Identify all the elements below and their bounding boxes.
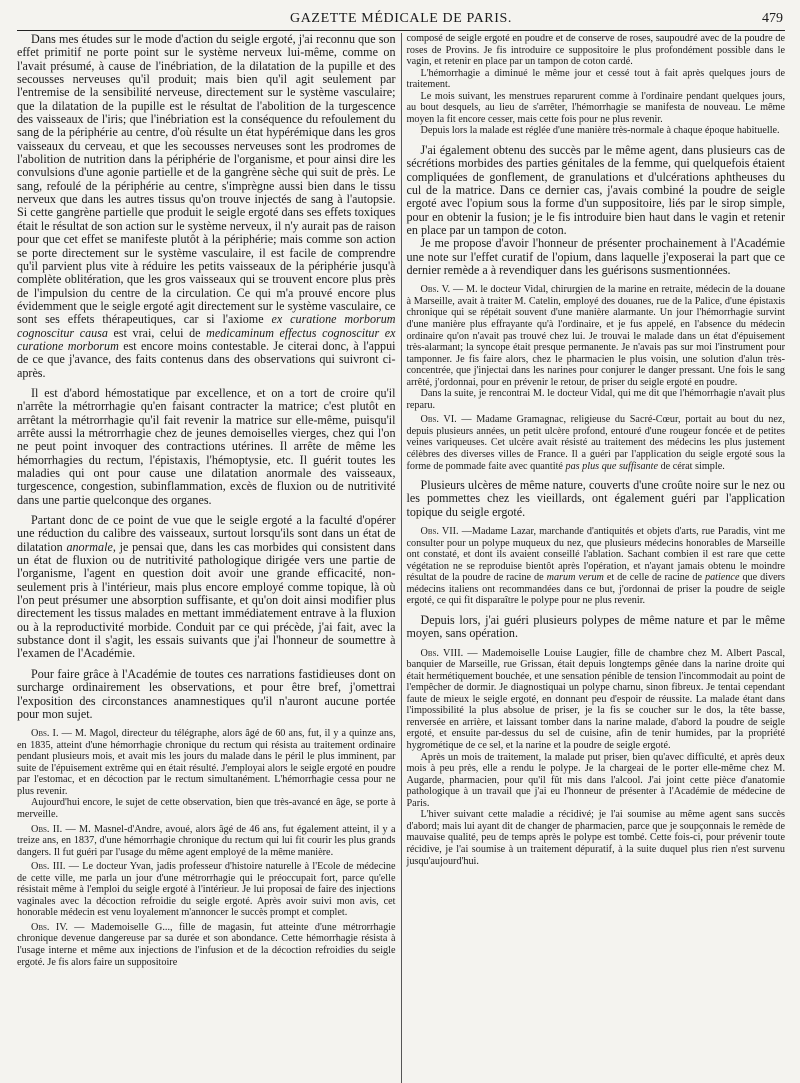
observation-3 [17, 861, 396, 919]
paragraph-ulceres: Plusieurs ulcères de même nature, couverts d'une croûte noire sur le nez ou les pommettes chez les vieillards, ont également guéri par l'application topique du seigle ergoté. [406, 478, 785, 519]
text-run: que divers médecins italiens ont recommandées dans ce but, j'ordonnai de priser la poudre de seigle ergoté, ce qui fit disparaître le polype pour ne plus revenir. [406, 572, 785, 607]
text-run: est vrai, celui de [113, 325, 201, 340]
journal-title: GAZETTE MÉDICALE DE PARIS. [290, 11, 512, 26]
text-run: est encore moins contestable. Je citerai donc, à l'appui de ce que j'avance, des faits contenus dans des observations qui suivront ci-après. [17, 338, 396, 380]
paragraph-polypes: Depuis lors, j'ai guéri plusieurs polypes de même nature et par le même moyen, sans opération. [406, 612, 785, 641]
paragraph-depuis-lors: Depuis lors la malade est réglée d'une manière très-normale à chaque époque habituelle. [420, 125, 780, 137]
page-number: 479 [762, 11, 783, 26]
observation-text: — M. le docteur Vidal, chirurgien de la marine en retraite, médecin de la douane à Marseille, avait à traiter M. Catelin, employé des douanes, rue de la Palice, d'une épistaxis chronique qui se répétait souvent d'une manière alarmante. Un jour l'hémorrhagie survint d'une manière plus effrayante qu'à l'ordinaire, et je fus appelé, en l'absence du médecin ordinaire qu'on n'avait pas trouvé chez lui. Je trouvai le malade dans un état d'épuisement très-alarmant; la syncope était presque permanente. Je n'avais pas sur moi l'instrument pour tamponner. Je fis faire alors, chez le pharmacien le plus voisin, une solution d'alun très-concentrée, que j'injectai dans les narines pour conjurer le danger pressant. Une fois le sang arrêté, j'ordonnai, pour en prévenir le retour, de priser du seigle ergoté en poudre. [406, 284, 785, 388]
observation-text: — Mademoiselle Louise Laugier, fille de chambre chez M. Albert Pascal, banquier de Marseille, rue Grissan, était depuis longtemps gênée dans la narine droite qui était hermétiquement bouchée, et une sensation pénible de tension l'incommodait au point de l'empêcher de dormir. Je diagnostiquai un polype charnu, sinon fibreux. Je tentai cependant faute de mieux le seigle ergoté, en donnant peu d'espoir de réussite. La malade étant dans l'impossibilité la plus absolue de priser, je la fis se coucher sur le dos, la tête basse, renversée en arrière, et laissant tomber dans la narine malade, d'abord la poudre de seigle ergoté, et ensuite par-dessus du sel de cuisine, afin de tenir humides, par la propriété hygrométique de ce sel, et la narine et la poudre de seigle ergoté. [406, 647, 785, 752]
observation-4-continued: composé de seigle ergoté en poudre et de conserve de roses, saupoudré avec de la poudre de roses de Provins. Je fis introduire ce suppositoire le plus profondément possible dans le vagin, et retenir en place par un tampon de coton cardé. [406, 33, 785, 68]
paragraph-secretions: J'ai également obtenu des succès par le même agent, dans plusieurs cas de sécrétions morbides des parties génitales de la femme, qui quelquefois étaient compliquées de gonflement, de granulations et d'ulcérations aphtheuses du cul de la matrice. Dans ce dernier cas, j'avais combiné la poudre de seigle ergoté avec l'opium sous la forme d'un suppositoire, liés par le sirop simple, pour en obtenir la fusion; je le fis introduire bien haut dans le vagin et retenir en place par un tampon de coton. [406, 142, 785, 237]
observation-label: Obs. IV. [31, 921, 68, 933]
text-run: Dans mes études sur le mode d'action du seigle ergoté, j'ai reconnu que son effet primitif ne porte point sur le système nerveux lui-même, comme on l'avait présumé, à cause de l'inébriation, de la dilatation de la pupille et des secousses nerveuses qu'il produit; mais bien qu'il agit seulement par l'entremise de la sensibilité nerveuse, directement sur le système vasculaire; que la dilatation de la pupille est le résultat de l'abolition de la turgescence des vaisseaux de l'iris; que l'inébriation est la conséquence du refoulement du sang de la périphérie au centre, d'où résulte un état hypérémique dans les gros vaisseaux du cerveau, et que les secousses nerveuses sont les prodromes de l'abolition de nutrition dans la périphérie de l'organisme, et pour ainsi dire les convulsions d'une agonie partielle et de la gangrène sèche qui suit de près. Le sang, refoulé de la périphérie au centre, s'imprègne aussi bien dans le tissu nerveux que dans les autres tissus qu'on trouve injectés de sang à l'autopsie. Si cette gangrène partielle que produit le seigle ergoté dans ses effets toxiques était le résultat de son action sur le système nerveux, il n'y aurait pas de raison pour que cet effet se manifeste plutôt à la périphérie; mais comme son action se porte directement sur le système vasculaire, il est facile de comprendre qu'il parvient plus vite à réduire les petits vaisseaux de la périphérie jusqu'à complète oblitération, que les gros vaisseaux qui se trouvent encore plus près de l'impulsion du centre de la circulation. Ce qui m'a prouvé encore plus évidemment que le seigle ergoté agit directement sur le système vasculaire, ce sont ses effets thérapeutiques, car si l'axiome [17, 33, 396, 327]
observation-label: Obs. VI. [420, 414, 457, 426]
observation-text: — Le docteur Yvan, jadis professeur d'histoire naturelle à l'Ecole de médecine de cette ville, me parla un jour d'une métrorrhagie qui le préoccupait fort, parce qu'elle résistait même à l'emploi du seigle ergoté à l'intérieur. Je lui proposai de faire des injections vaginales avec la décoction refroidie du seigle ergoté. Après avoir suivi mon avis, cet honorable médecin est venu loyalement m'annoncer le succès prompt et complet. [17, 861, 396, 919]
observation-1-followup: Aujourd'hui encore, le sujet de cette observation, bien que très-avancé en âge, se porte à merveille. [17, 797, 396, 821]
right-column [401, 33, 786, 1083]
observation-text: — M. Magol, directeur du télégraphe, alors âgé de 60 ans, fut, il y a quinze ans, en 1835, atteint d'une hémorrhagie chronique du rectum qui résista au traitement ordinaire pendant plusieurs mois, et avait mis les jours du malade dans le péril le plus imminent, par suite de l'épuisement extrême qui en était résulté. J'employai alors le seigle ergoté en poudre par l'estomac, et en décoction par le rectum simultanément. L'hémorrhagie cessa pour ne plus revenir. [17, 728, 396, 797]
observation-label: Obs. II. [31, 823, 63, 835]
observation-text: —Madame Lazar, marchande d'antiquités et objets d'arts, rue Paradis, vint me consulter pour un polype muqueux du nez, que plusieurs médecins honorables de Marseille ont constaté, et dont ils avaient conseillé l'ablation. Sachant combien il est rare que cette végétation ne se reproduise bientôt après l'opération, et n'ayant jamais obtenu le moindre résultat de la poudre de racine de [406, 526, 785, 584]
latin-axiom: medicaminum effectus cognoscitur ex curatione morborum [17, 325, 396, 353]
text-run: de cérat simple. [660, 460, 725, 472]
text-run: , je pensai que, dans les cas morbides qui consistent dans un état de fluxion ou de nutritivité pathologique dirigée vers une partie de l'organisme, l'agent en question doit avoir une grande efficacité, non-seulement pris à l'intérieur, mais plus encore employé comme topique, là où l'on peut présumer une absorption suffisante, et qu'on doit ainsi modifier plus directement les tissus malades en mettant immédiatement entrave à la fluxion ou à la reproductivité morbide. Conduit par ce qui précède, j'ai fait, avec la substance dont il s'agit, les essais suivants que j'ai l'honneur de soumettre à l'examen de l'Académie. [17, 539, 396, 661]
paragraph-hemostatique: Il est d'abord hémostatique par excellence, et on a tort de croire qu'il n'arrête la métrorrhagie qu'en faisant contracter la matrice; c'est plutôt en arrêtant la métrorrhagie qu'il fait revenir la matrice sur elle-même, puisqu'il arrête aussi la métrorrhagie chez de jeunes demoiselles vierges, chez qui l'on ne peut point invoquer des contractions utérines. Il arrête de même les hémorrhagies du rectum, l'épistaxis, l'hémoptysie, etc. Il guérit toutes les maladies qui ont pour cause une dilatation anormale des vaisseaux, turgescence, congestion, subinflammation, excès de fluxion ou de nutritivité dans une partie quelconque des organes. [17, 385, 396, 507]
latin-axiom: ex curatione morborum cognoscitur causa [17, 312, 396, 340]
paragraph-mode-action [17, 33, 396, 380]
emphasis: anormale [66, 539, 113, 554]
observation-label: Obs. V. [420, 284, 451, 296]
observation-8 [407, 648, 786, 752]
two-column-body [17, 33, 785, 1083]
observation-label: Obs. I. [31, 728, 59, 740]
paragraph-opium-note: Je me propose d'avoir l'honneur de présenter prochainement à l'Académie une note sur l'effet curatif de l'opium, dans laquelle j'exposerai la part que ce dernier remède a à revendiquer dans les guérisons susmentionnées. [406, 236, 785, 278]
left-column [17, 33, 401, 1083]
observation-4 [17, 922, 396, 968]
observation-text: — Mademoiselle G..., fille de magasin, fut atteinte d'une métrorrhagie chronique devenue dangereuse par sa durée et son abondance. Cette hémorrhagie résista à l'usage interne et même aux injections de l'infusion et de la décoction refroidies du seigle ergoté. Je fis alors faire un suppositoire [17, 921, 396, 968]
observation-6 [407, 414, 786, 472]
text-run: Partant donc de ce point de vue que le seigle ergoté a la faculté d'opérer une réduction du calibre des vaisseaux, surtout lorsqu'ils sont dans un état de dilatation [17, 513, 396, 554]
paragraph-mois-suivant: Le mois suivant, les menstrues reparurent comme à l'ordinaire pendant quelques jours, au bout desquels, au lieu de s'arrêter, l'hémorrhagie se manifesta de nouveau. Le même moyen la fit encore cesser, mais cette fois pour ne plus revenir. [406, 90, 785, 125]
observation-text: — Madame Gramagnac, religieuse du Sacré-Cœur, portait au bout du nez, depuis plusieurs années, un petit ulcère profond, entouré d'une rougeur foncée et de petites veines variqueuses. Cet ulcère avait résisté au traitement des médecins les plus justement célèbres des diverses villes de France. Il a guéri par l'application du seigle ergoté sous la forme de pommade faite avec quantité [406, 414, 785, 472]
observation-8-followup: Après un mois de traitement, la malade put priser, bien qu'avec difficulté, et après deux mois à peu près, elle a rendu le polype. Je la chargeai de le porter elle-même chez M. Augarde, pharmacien, pour qu'il fût mis dans l'alcool. J'ai joint cette pièce d'anatomie pathologique à un travail que j'ai eu l'honneur de présenter à l'Académie de médecine de Paris. [406, 751, 785, 809]
text-run: et de celle de racine de [606, 572, 702, 584]
observation-label: Obs. III. [31, 861, 66, 873]
observation-7 [407, 526, 786, 607]
observation-label: Obs. VIII. [420, 647, 464, 659]
observation-8-recidive: L'hiver suivant cette maladie a récidivé; je l'ai soumise au même agent sans succès d'abord; mais lui ayant dit de changer de pharmacien, parce que je soupçonnais le remède de mauvaise qualité, peu de temps après le polype est tombé. Cette fois-ci, pour prévenir toute récidive, je l'ai soumise à un traitement dépuratif, à la suite duquel plus rien n'est survenu jusqu'aujourd'hui. [406, 809, 785, 867]
paragraph-hemorrhagie-diminue: L'hémorrhagie a diminué le même jour et cessé tout à fait après quelques jours de traitement. [406, 67, 785, 91]
observation-label: Obs. VII. [420, 526, 459, 538]
emphasis: pas plus que suffisante [565, 460, 659, 472]
emphasis: patience [704, 572, 740, 584]
paragraph-grace: Pour faire grâce à l'Académie de toutes ces narrations fastidieuses dont on surcharge ordinairement les observations, et pour être bref, j'omettrai l'exposition des circonstances anamnestiques qu'il n'auront aucune portée pour mon sujet. [17, 666, 396, 721]
observation-5 [407, 284, 786, 388]
running-head [17, 10, 785, 31]
observation-2 [17, 824, 396, 859]
observation-5-followup: Dans la suite, je rencontrai M. le docteur Vidal, qui me dit que l'hémorrhagie n'avait plus reparu. [406, 388, 785, 411]
observation-1 [17, 728, 396, 797]
observation-text: — M. Masnel-d'Andre, avoué, alors âgé de 46 ans, fut également atteint, il y a treize ans, en 1837, d'une hémorrhagie chronique du rectum qui lui fit courir les plus grands dangers. Il fut guéri par l'usage du même agent employé de la même manière. [17, 823, 396, 858]
paragraph-partant [17, 514, 396, 661]
emphasis: marum verum [546, 572, 604, 584]
